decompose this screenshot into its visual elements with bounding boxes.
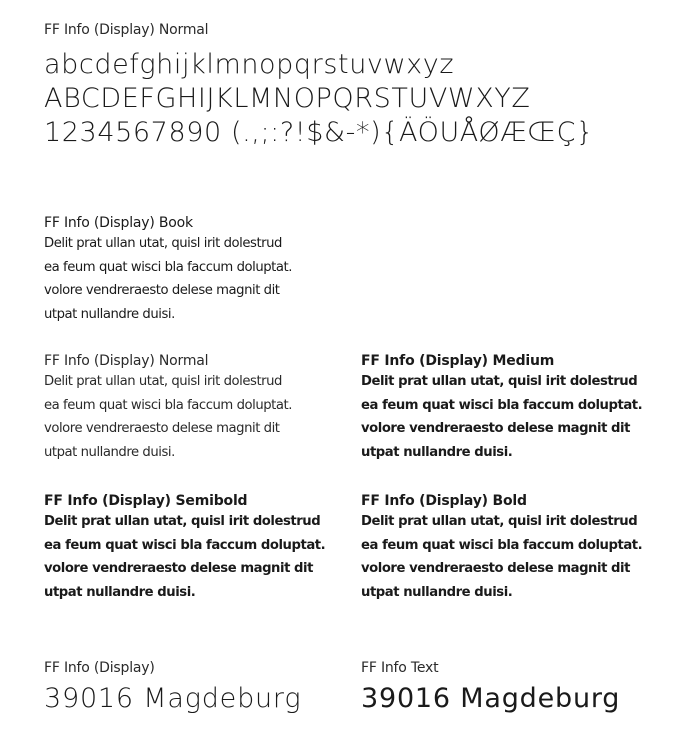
weight-block-semibold (44, 492, 325, 604)
weight-block-bold (361, 492, 642, 604)
comparison-right-sample: 39016 Magdeburg (361, 683, 621, 714)
specimen-uppercase: ABCDEFGHIJKLMNOPQRSTUVWXYZ (44, 83, 531, 114)
paragraph-line: Delit prat ullan utat, quisl irit dolestrud (361, 374, 638, 389)
comparison-left-title: FF Info (Display) (44, 660, 155, 676)
paragraph-line: volore vendreraesto delese magnit dit (44, 421, 280, 436)
weight-title-medium: FF Info (Display) Medium (361, 353, 555, 369)
paragraph-line: volore vendreraesto delese magnit dit (44, 283, 280, 298)
paragraph-line: Delit prat ullan utat, quisl irit dolestrud (44, 374, 282, 389)
paragraph-line: utpat nullandre duisi. (361, 584, 513, 600)
weight-title-book: FF Info (Display) Book (44, 215, 193, 231)
specimen-figures: 1234567890 (.,;:?!$&-*){ÄÖUÅØÆŒÇ} (44, 117, 594, 148)
paragraph-line: ea feum quat wisci bla faccum doluptat. (44, 397, 292, 413)
paragraph-line: ea feum quat wisci bla faccum doluptat. (361, 397, 643, 413)
comparison-left-sample: 39016 Magdeburg (44, 683, 302, 714)
comparison-right-title: FF Info Text (361, 660, 439, 676)
paragraph-line: Delit prat ullan utat, quisl irit dolestrud (361, 514, 638, 529)
paragraph-line: utpat nullandre duisi. (361, 444, 513, 460)
paragraph-line: volore vendreraesto delese magnit dit (361, 421, 630, 436)
weight-block-medium (361, 352, 642, 464)
specimen-title: FF Info (Display) Normal (44, 22, 209, 38)
specimen-section (44, 21, 594, 150)
comparison-left (44, 659, 301, 715)
paragraph-line: ea feum quat wisci bla faccum doluptat. (44, 537, 326, 553)
paragraph-line: utpat nullandre duisi. (44, 444, 175, 460)
comparison-right (361, 659, 620, 715)
weight-title-bold: FF Info (Display) Bold (361, 493, 527, 509)
weight-block-normal (44, 352, 292, 464)
paragraph-line: ea feum quat wisci bla faccum doluptat. (361, 537, 643, 553)
paragraph-line: volore vendreraesto delese magnit dit (44, 561, 313, 576)
paragraph-line: utpat nullandre duisi. (44, 306, 175, 322)
paragraph-line: Delit prat ullan utat, quisl irit dolestrud (44, 236, 282, 251)
weight-paragraph-book (44, 232, 292, 326)
weight-title-normal: FF Info (Display) Normal (44, 353, 209, 369)
specimen-lowercase: abcdefghijklmnopqrstuvwxyz (44, 49, 455, 80)
paragraph-line: utpat nullandre duisi. (44, 584, 196, 600)
weight-paragraph-normal (44, 370, 292, 464)
weight-paragraph-semibold (44, 510, 325, 604)
weight-paragraph-medium (361, 370, 642, 464)
paragraph-line: volore vendreraesto delese magnit dit (361, 561, 630, 576)
weight-title-semibold: FF Info (Display) Semibold (44, 493, 248, 509)
weight-paragraph-bold (361, 510, 642, 604)
paragraph-line: Delit prat ullan utat, quisl irit dolestrud (44, 514, 321, 529)
weight-block-book (44, 214, 292, 326)
paragraph-line: ea feum quat wisci bla faccum doluptat. (44, 259, 292, 275)
